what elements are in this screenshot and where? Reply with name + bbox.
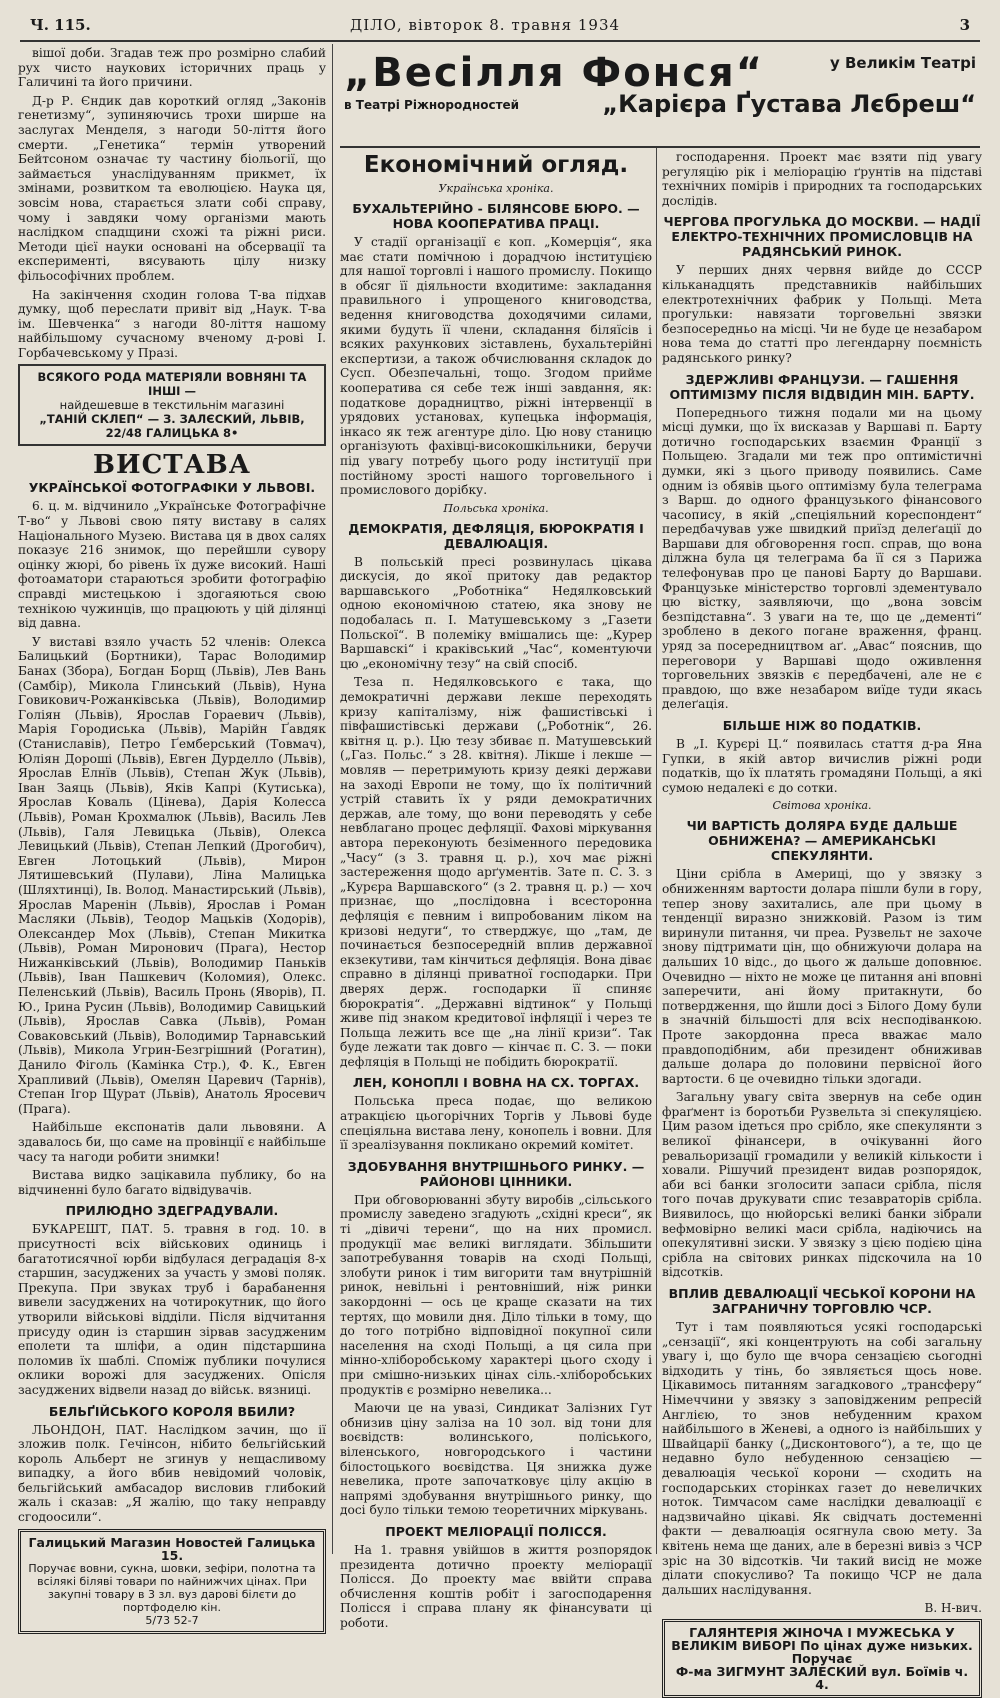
- paragraph: 6. ц. м. відчинило „Українське Фотографічне Т-во“ у Львові свою пяту виставу в салях Національного Музею. Вистава ця в двох салях показує 216 знимок, що перейшли сувору оцінку жюрі, бо рівень їх дуже високий. Наші фотоаматори стараються зробити фотографію справді мистецькою і здогаяються свою технікою чужинців, що працюють у цій ділянці від давна.: [18, 499, 326, 631]
- advert-box: [18, 364, 326, 446]
- advert-box: [662, 1619, 982, 1698]
- banner-title-right: „Карієра Ґустава Лєбреш“: [602, 90, 976, 118]
- section-subtitle: Українська хроніка.: [438, 182, 554, 195]
- column-divider: [332, 44, 333, 1554]
- page-number: 3: [959, 16, 970, 34]
- advert-line: ВСЯКОГО РОДА МАТЕРІЯЛИ ВОВНЯНІ ТА ІНШІ —: [37, 370, 307, 399]
- column-left: [18, 46, 326, 1627]
- banner-title: „Весілля Фонся“: [344, 50, 764, 96]
- advert-line: ГАЛЯНТЕРІЯ ЖІНОЧА І МУЖЕСЬКА У ВЕЛИКІМ ВИБОРІ По цінах дуже низьких. Поручає: [671, 1625, 973, 1667]
- paragraph: У стадії організації є коп. „Комерція“, яка має стати помічною і дорадчою інституцією для нашої торговлі і нашого промислу. Покищо в обсяг її діяльности входитиме: закладання правильного і упрощеного книговодства, ведення книговодства доходячими силами, якими будуть її члени, складання біляїсів і всяких рахункових зіставлень, бухальтерійні експертизи, а також обчислювання складок до Суcп. Обезпечальні, тощо. Згодом прийме кооператива ся себе теж інші завдання, як: податкове дорадництво, ріжні інтервенції в урядових установах, купецька інформація, інкасо як теж агентуре діло. Цю нову станицю організують фахівці-високошкільники, беручи під увагу потребу цього роду інституції при постійному зрості нашого торговельного і промислового дорібку.: [340, 235, 652, 498]
- article-headline: БУХАЛЬТЕРІЙНО - БІЛЯНСОВЕ БЮРО. — НОВА КООПЕРАТИВА ПРАЦІ.: [352, 201, 640, 231]
- article-headline: ВИСТАВА: [93, 450, 251, 481]
- paragraph: В „І. Курєрі Ц.“ появилась стаття д-ра Яна Гупки, в якій автор вичислив ріжні роди податків, що їх платять громадяни Польщі, а які сумою недалекі є до сотки.: [662, 737, 982, 795]
- advert-line: Галицький Магазин Новостей Галицька 15.: [28, 1534, 316, 1563]
- paragraph: БУКАРЕШТ, ПАТ. 5. травня в год. 10. в присутності всіх військових одиниць і багатотисячної юрби відбулася деградація 8-х старшин, засуджених за участь у змові поляк. Прекупа. При звуках труб і барабанення вивели засуджених на чотирокутник, що його утворили військові відділи. Після відчитання присуду один із старшин зірвав засудженим еполети та шліфи, а один підстаршина поломив їх шаблі. Споміж публики почулися оклики ворожі для засуджених. Опісля засуджених відвели назад до військ. вязниці.: [18, 1222, 326, 1397]
- paragraph: У перших днях червня вийде до СССР кільканадцять представників найбільших електротехнічних фабрик у Польщі. Мета прогульки: навязати торговельні звязки безпосередньо на місці. Чи не буде це незабаром нова тема до статті про легендарну поємність радянського ринку?: [662, 263, 982, 365]
- article-headline: ЧИ ВАРТІСТЬ ДОЛЯРА БУДЕ ДАЛЬШЕ ОБНИЖЕНА? — АМЕРИКАНСЬКІ СПЕКУЛЯНТИ.: [686, 818, 958, 864]
- article-headline: БІЛЬШЕ НІЖ 80 ПОДАТКІВ.: [722, 718, 922, 733]
- article-headline: ПРОЕКТ МЕЛІОРАЦІЇ ПОЛІССЯ.: [385, 1523, 607, 1539]
- article-headline: ЛЕН, КОНОПЛІ І ВОВНА НА СХ. ТОРГАХ.: [352, 1075, 640, 1091]
- paragraph: Загальну увагу світа звернув на себе один фраґмент із боротьби Рузвельта зі спекуляцією. Цим разом ідеться про срібло, яке спекулянти з великої фінансери, в очікуванні його ревальоризації громадили у великій кількости і ховали. Рішучий президент видав розпорядок, аби всі банки зголосити запаси срібла, після того почав друкувати спис тезавраторів срібла. Виявилось, що нюйорські великі банки зібрали вефмовірно великі маси срібла, надіючись на опекулятивні зиски. У звязку з цією подією ціна срібла на світових ринках підскочила на 10 відсотків.: [662, 1090, 982, 1280]
- issue-number: Ч. 115.: [30, 16, 91, 34]
- advert-line: Поручає вовни, сукна, шовки, зефіри, полотна та всілякі біляві товари по найнижчих цінах. При закупні товару в 3 зл. вуз дарові білєти до портфоделю кін.: [28, 1561, 316, 1614]
- masthead-date: ДІЛО, вівторок 8. травня 1934: [350, 16, 621, 34]
- paragraph: ЛЬОНДОН, ПАТ. Наслідком зачин, що ії зложив полк. Гечінсон, нібито бельгійський король Альберт не згинув у нещасливому випадку, а його вбив невідомий чоловік, бельгійський амбасадор висловив глибокий жаль і сказав: „Я жалію, що таку неправду сгодоосили“.: [18, 1422, 326, 1525]
- paragraph: Вистава видко зацікавила публику, бо на відчиненні було багато відвідувачів.: [18, 1168, 326, 1197]
- advert-line: 5/73 52-7: [145, 1613, 199, 1627]
- column-divider: [656, 148, 657, 1554]
- paragraph: На закінчення сходин голова Т-ва підхав думку, щоб переслати привіт від „Наук. Т-ва ім. Шевченка“ з нагоди 80-ліття нашому найбільшому сучасному вченому д-рові І. Горбачевському у Празі.: [18, 287, 326, 360]
- article-headline: ДЕМОКРАТІЯ, ДЕФЛЯЦІЯ, БЮРОКРАТІЯ І ДЕВАЛЮАЦІЯ.: [348, 520, 644, 551]
- section-subtitle: Світова хроніка.: [772, 799, 872, 813]
- article-headline: ЧЕРГОВА ПРОГУЛЬКА ДО МОСКВИ. — НАДІЇ ЕЛЕКТРО-ТЕХНІЧНИХ ПРОМИСЛОВЦІВ НА РАДЯНСЬКИЙ РИНОК.: [663, 214, 981, 260]
- paragraph: Найбільше експонатів дали львовяни. А здавалось би, що саме на провінції є найбільше часу та нагоди робити знимки!: [18, 1120, 326, 1164]
- article-headline: ЗДОБУВАННЯ ВНУТРІШНЬОГО РИНКУ. — РАЙОНОВІ ЦІННИКИ.: [347, 1158, 645, 1189]
- section-title: Економічний огляд.: [363, 152, 629, 178]
- paragraph: При обговорюванні збуту виробів „сільського промислу заведено згадують „східні креси“, як ті „дівичі терени“, що на них промисл. продукції має великі виглядати. Збільшити запотребування товарів на сході Польщі, злобути ринок і тим вигорити там внутрішній ринок, невільні і рентовніший, ніж ринки закордонні — ось це краще сказати на тих тертях, що мовили дня. Діло тільки в тому, що до того потрібно відповідної покупної сили населення на сході Польщі, а ця сила при мінно-хліборобському характері цього сходу і при смішно-низьких цінах сіль.-хліборобських продуктів є розмірно невелика...: [340, 1192, 652, 1397]
- article-headline: ВПЛИВ ДЕВАЛЮАЦІЇ ЧЕСЬКОЇ КОРОНИ НА ЗАГРАНИЧНУ ТОРГОВЛЮ ЧСР.: [668, 1286, 976, 1316]
- paragraph: На 1. травня увійшов в життя розпорядок президента дотично проекту меліорації Полісся. До проекту має ввійти справа обчислення коштів робіт і загосподарення Полісся і справа плану як фінансувати ці роботи.: [340, 1542, 652, 1630]
- advert-box: [18, 1529, 326, 1634]
- advert-line: Ф-ма ЗИГМУНТ ЗАЛЕСКИЙ вул. Боїмів ч. 4.: [675, 1664, 969, 1693]
- banner-venue-left: в Театрі Ріжнородностей: [344, 98, 520, 112]
- paragraph: Маючи це на увазі, Синдикат Залізних Гут обнизив ціну заліза на 10 зол. від тони для воєвідств: волинського, поліського, віленського, новгородського і частини білостоцького воєвідства. Ця знижка дуже невелика, проте започатковує цілу акцію в напрямі здобування внутрішнього ринку, що досі було тільки темою теоретичних міркувань.: [340, 1401, 652, 1518]
- section-subtitle: Польська хроніка.: [443, 501, 549, 515]
- paragraph: У виставі взяло участь 52 членів: Олекса Балицький (Бортники), Тарас Володимир Банах (Зборa), Богдан Борщ (Львів), Лев Вань (Самбір), Микола Глинський (Львів), Нуна Говикович-Рожанківська (Львів), Володимир Голіян (Львів), Ярослав Гораевич (Львів), Марія Городиська (Львів), Марійн Ґавдяк (Станиславів), Петро Ґемберський (Товмач), Юліян Дороші (Львів), Евген Дурделло (Львів), Ярослав Елнїв (Львів), Степан Жук (Львів), Іван Заяць (Львів), Яків Капрі (Кутиська), Ярослав Коваль (Цінева), Дарія Колесса (Львів), Роман Крохмалюк (Львів), Василь Лев (Львів), Галя Левицька (Львів), Олекса Левицький (Львів), Степан Лепкий (Дрогобич), Евген Лотоцький (Львів), Мирон Лятишевський (Пулави), Ліна Малицька (Шляхтинці), Ів. Волод. Манастирський (Львів), Ярослав Маренін (Львів), Ярослав і Роман Масляки (Львів), Теодор Мацьків (Ходорів), Олександер Мох (Львів), Степан Микитка (Львів), Роман Миронович (Прага), Нестор Нижанківський (Львів), Володимир Паньків (Львів), Іван Пашкевич (Коломия), Олекс. Пеленський (Львів), Василь Пронь (Яворів), П. Ю., Ірина Русин (Львів), Володимир Савицький (Львів), Ярослав Савка (Львів), Роман Соваковський (Львів), Володимир Тарнавський (Львів), Микола Угрин-Безгрішний (Рогатин), Данило Фіголь (Камінка Стр.), Ф. К., Евген Храпливий (Львів), Омелян Царевич (Тарнів), Степан Ігор Щурат (Львів), Анатоль Яросевич (Прага).: [18, 634, 326, 1116]
- paragraph: Д-р Р. Єндик дав короткий огляд „Законів генетизму“, зупиняючись трохи ширше на заслугах Менделя, з нагоди 50-ліття його смерти. „Генетика“ термін утворений Бейтсоном означає ту частину біольогії, що займається унаслідуванням прикмет, їх змінами, розвитком та еволюцією. Наука ця, зовсім нова, старається злати собі справу, чому і завдяки чому організми мають наслідком спадщини схожі та ріжні риси. Методи цієї науки основані на обсервації та експерименті, вясувають цілу низку фільософічних проблем.: [18, 93, 326, 283]
- paragraph: В польській пресі розвинулась цікава дискусія, до якої притоку дав редактор варшавського „Роботніка“ Недялковський одною економічною статею, яка знову не подобалась п. І. Матушевському з „Газети Польскої“. В полеміку вмішались ще: „Курер Варшавскі“ і краківський „Час“, коментуючи цю „економічну тезу“ на свій спосіб.: [340, 554, 652, 671]
- column-middle: [340, 150, 652, 1630]
- page-header: [20, 14, 980, 42]
- author-signature: В. Н-вич.: [924, 1601, 982, 1616]
- banner-venue-right: у Великім Театрі: [829, 54, 976, 72]
- paragraph: Теза п. Недялковського є така, що демократичні держави лекше переходять кризу капіталізму, ніж фашистівські і півфашистівські держави („Роботнік“, 26. квітня ц. р.). Цю тезу збиває п. Матушевський („Газ. Польс.“ з 28. квітня). Лікше і лекше — мовляв — перетримують кризу деякі держави на заході Европи не тому, що їх політичний устрій ставить їх у ряди демократичних держав, але тому, що вони переводять у себе невблагано процес дефляції. Фахові міркування автора переконують безіменного передовика „Часу“ (з 3. травня ц. р.), хоч має ріжні застереження щодо арґументів. Зате п. С. З. з „Курєра Варшавского“ (з 2. травня ц. р.) — хоч признає, що „послідовна і всесторонна дефляція є певним і випробованим ліком на кризові недуги“, то стверджує, що „там, де починається безпосередній вплив державної екзекутиви, там кінчиться дефляція. Вона діває справно в ділянці приватної господарки. При дверях держ. господарки її спиняє бюрократія“. „Державні відтинок“ у Польщі живе під знаком кредитової інфляції і через те Польща лежить все ще „на лінії кризи“. Так буде лежати так довго — кінчає п. С. З. — поки дефляція в Польщі не побідить бюрократії.: [340, 675, 652, 1069]
- advert-line: найдешевше в текстильнім магазині: [59, 398, 285, 413]
- paragraph: Польська преса подає, що великою атракцією цьогорічних Торгів у Львові буде спеціяльна виставa лену, конопель і вовни. Для її зреалізування покликано окремий комітет.: [340, 1094, 652, 1153]
- paragraph: Ціни срібла в Америці, що у звязку з обниженням вартости долара пішли були в гору, тепер знову захитались, але при цьому в тенденції виразно знижковій. Разом із тим виринули питання, чи преа. Рузвельт не захоче знову підтримати цін, що обнижуючи долара на дальших 10 відс., до цього ж дальше доповнює. Очевидно — ніхто не може це питання ані вповні заперечити, ані йому притакнути, бо потвердження, що йшли досі з Білого Дому були в значній більшості для всіх несподіванкою. Проте закордонна преса вважає мало правдоподібним, аби президент обниживав дальше долара до половини первісної його вартости. 6 це очевидно тільки здогади.: [662, 867, 982, 1086]
- advert-line: „ТАНІЙ СКЛЕП“ — З. ЗАЛЄСКИЙ, ЛЬВІВ,: [39, 412, 305, 427]
- paragraph: господарення. Проект має взяти під увагу регуляцію рік і меліорацію ґрунтів на підставі технічних помірів і природних та господарських дослідів.: [662, 150, 982, 208]
- article-headline: БЕЛЬҐІЙСЬКОГО КОРОЛЯ ВБИЛИ?: [48, 1403, 296, 1419]
- column-right: [662, 150, 982, 1693]
- article-headline: ПРИЛЮДНО ЗДЕГРАДУВАЛИ.: [65, 1203, 279, 1219]
- article-subheadline: УКРАЇНСЬКОЇ ФОТОГРАФІКИ У ЛЬВОВІ.: [28, 480, 316, 496]
- theatre-banner: [340, 44, 980, 148]
- paragraph: Тут і там появляються усякі господарські „сензації“, які концентрують на собі загальну увагу і, що було ще вчора сензацією сьогодні відходить у тінь, бо зявляється щось нове. Цікавимось питанням загадкового „трансферу“ Німеччини у звязку з заповідженим репресій Англією, то знов небуденним крахом найбільшого в Женеві, а одного із найбільших у Швайцарії банку („Дисконтового“), а те, що це недавно було небуденною сензацією — девалюація чеської корони — сходить на господарських сторінках газет до невеличких ноток. Тимчасом саме наслідки девалюації є надзвичайно цікаві. Як свідчать достеменні факти — девалюація осягнула свою мету. За квітень нема ще даних, але в березні вивіз з ЧСР зріс на 30 відсотків. Чи такий висід не може ділати спокусливо? Та покищо ЧСР не дала дальших наслідування.: [662, 1320, 982, 1597]
- article-headline: ЗДЕРЖЛИВІ ФРАНЦУЗИ. — ГАШЕННЯ ОПТИМІЗМУ ПІСЛЯ ВІДВІДИН МІН. БАРТУ.: [669, 371, 975, 402]
- advert-line: 22/48 ГАЛИЦЬКА 8•: [105, 426, 239, 441]
- paragraph: Попереднього тижня подали ми на цьому місці думки, що їх висказав у Варшаві п. Барту дотично господарських взаємин Франції з Польщею. Згадали ми теж про оптимістичні думки, які з цього приводу появились. Саме одним із обявів цього оптимізму була телеграма з Варш. до одного французького фінансового часопису, в якій „спеціяльний кореспондент“ передбачував уже швидкий приїзд делеґації до Варшави для обговорення госп. справ, що вона ділжна була ця телеграма ба її ся з Парижа телефонував про це панові Барту до Варшави. Французьке міністерство торговлі здементувало цю вістку, заявляючи, що „вона зовсім безпідставна“. З уваги на те, що це „дементі“ зроблено в декого погане враження, франц. уряд за посередництвом аґ. „Авас“ пояснив, що переговори у Варшаві щодо оживлення торговельних звязків є передбачені, але не є правдою, що вже незабаром виїде туди якась делеґація.: [662, 405, 982, 712]
- paragraph: вішої доби. Згадав теж про розмірно слабий рух чисто наукових історичних праць у Галичині та його причини.: [18, 46, 326, 90]
